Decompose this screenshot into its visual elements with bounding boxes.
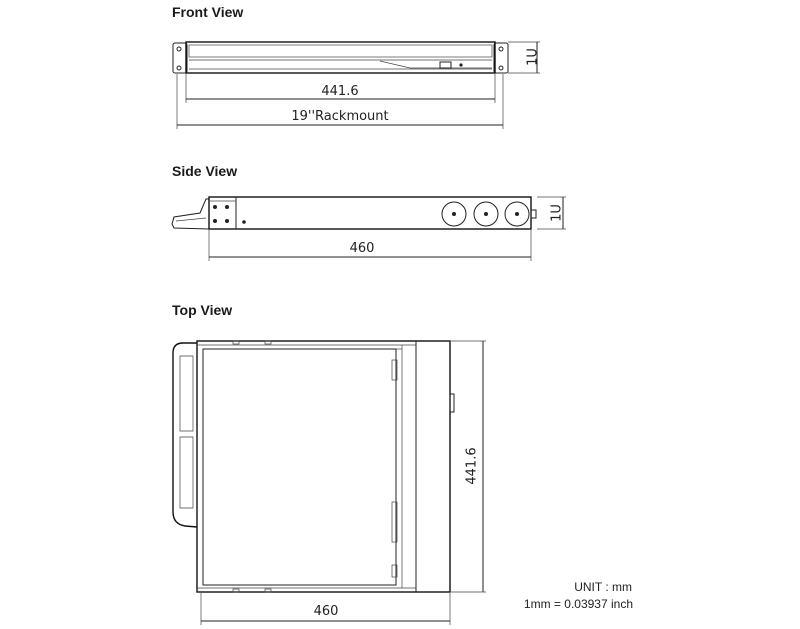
front-rack-label: 19''Rackmount bbox=[291, 109, 389, 124]
front-height-dimension bbox=[508, 42, 541, 73]
side-depth-label: 460 bbox=[349, 241, 375, 256]
side-view-chassis bbox=[172, 197, 536, 229]
top-depth-dimension bbox=[201, 593, 450, 625]
top-width-dimension bbox=[451, 341, 486, 592]
front-width-dimension bbox=[186, 74, 495, 103]
unit-label: UNIT : mm bbox=[574, 580, 632, 594]
front-view bbox=[172, 4, 541, 129]
top-view-chassis bbox=[173, 341, 454, 592]
side-height-label: 1U bbox=[549, 204, 565, 222]
top-depth-label: 460 bbox=[313, 604, 339, 619]
side-height-dimension bbox=[537, 197, 566, 229]
side-depth-dimension bbox=[209, 230, 531, 261]
top-panel bbox=[197, 341, 450, 592]
top-lcd-area bbox=[203, 349, 396, 585]
front-view-chassis bbox=[173, 42, 508, 73]
side-rear-connector bbox=[531, 210, 536, 218]
top-view-title: Top View bbox=[172, 302, 233, 318]
top-handle bbox=[173, 343, 197, 527]
top-view bbox=[172, 302, 486, 625]
side-handle bbox=[172, 199, 209, 229]
side-panel bbox=[209, 197, 531, 229]
front-power-led bbox=[459, 63, 462, 66]
unit-notes bbox=[524, 580, 633, 611]
front-lid bbox=[189, 45, 492, 57]
front-width-label: 441.6 bbox=[321, 84, 359, 99]
front-view-title: Front View bbox=[172, 4, 244, 20]
front-usb-port bbox=[440, 62, 451, 68]
front-rack-dimension bbox=[177, 74, 503, 129]
side-view bbox=[172, 163, 566, 261]
conversion-label: 1mm = 0.03937 inch bbox=[523, 597, 633, 611]
front-height-label: 1U bbox=[525, 48, 541, 66]
top-width-label: 441.6 bbox=[464, 447, 480, 485]
side-view-title: Side View bbox=[172, 163, 238, 179]
